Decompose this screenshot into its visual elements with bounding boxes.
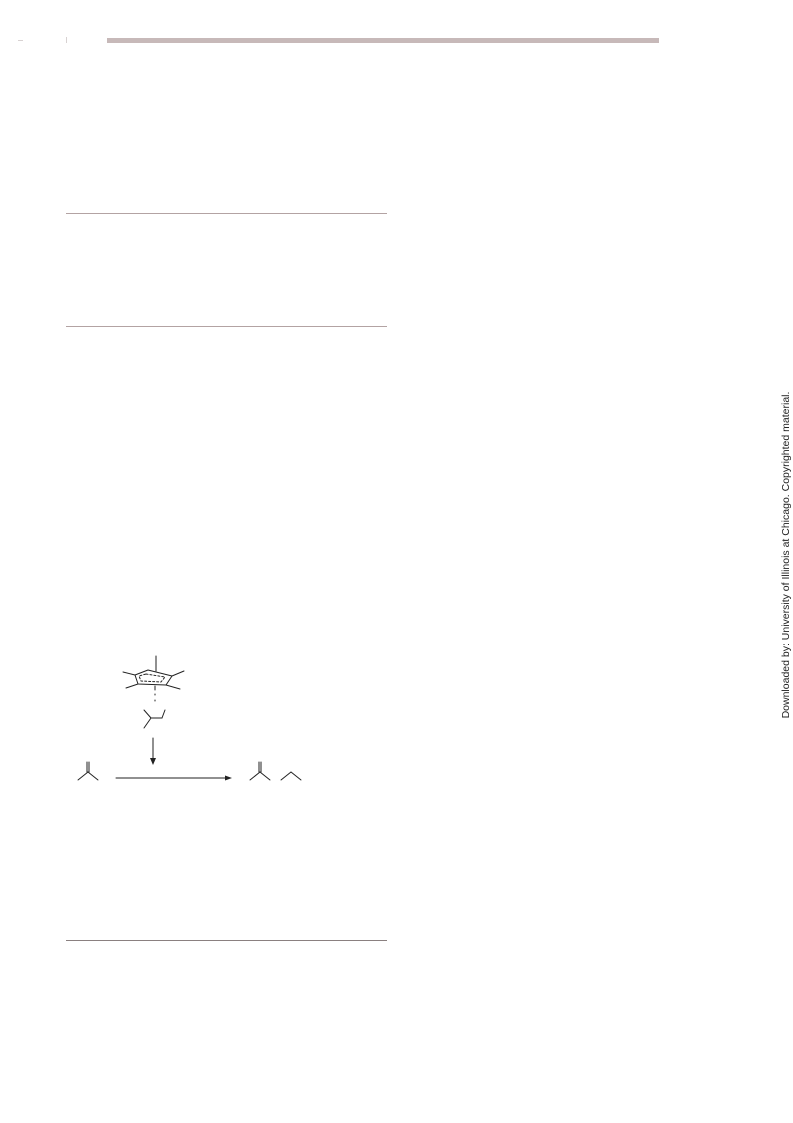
reaction-scheme — [60, 648, 390, 798]
down-arrow-head — [150, 758, 156, 765]
corner-mark — [66, 37, 67, 43]
corner-mark — [18, 40, 23, 41]
isobutyl-group — [144, 710, 165, 728]
table-top-rule — [66, 213, 387, 214]
download-watermark: Downloaded by: University of Illinois at Chicago. Copyrighted material. — [780, 391, 792, 719]
footnote-rule — [66, 940, 387, 941]
reactant-alkene — [78, 762, 98, 780]
header-bar — [107, 38, 659, 43]
cp-star-ligand — [123, 656, 184, 690]
table-bottom-rule — [66, 326, 387, 327]
product-alkene-2 — [281, 772, 301, 780]
product-alkene-1 — [250, 762, 270, 780]
reaction-arrow-head — [225, 776, 232, 781]
